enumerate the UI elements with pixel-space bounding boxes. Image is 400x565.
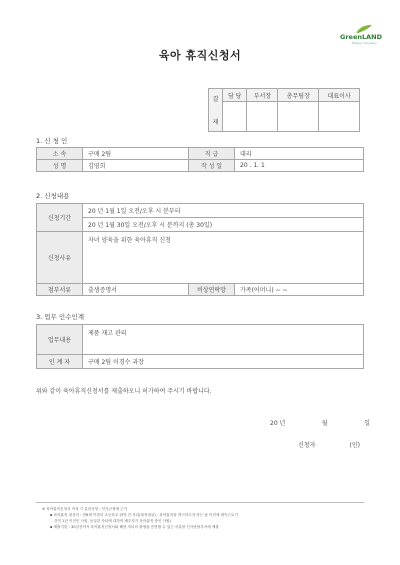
signature-month[interactable]: 월: [321, 420, 328, 427]
notes-item-eligibility-cont: 간이 1년 이전인 사원, 동일한 자녀에 대하여 배우자가 육아휴직 중인 사원): [54, 519, 171, 523]
attachment-value[interactable]: 출생증명서: [83, 284, 189, 296]
written-date-label: 작 성 일: [189, 160, 235, 172]
reason-label: 신청사유: [37, 232, 83, 284]
section-application-title: 2. 신청내용: [36, 192, 70, 200]
section-handover-title: 3. 업무 인수인계: [36, 313, 85, 321]
signature-date: [270, 418, 370, 427]
rank-label: 직 급: [189, 148, 235, 160]
period-label: 신청기간: [37, 204, 83, 232]
signature-year[interactable]: 20 년: [270, 420, 286, 427]
written-date-value[interactable]: 20 . 1. 1: [235, 160, 364, 172]
signature-day[interactable]: 일: [364, 420, 370, 427]
notes-box: [36, 502, 364, 544]
task-label: 업무내용: [37, 325, 83, 355]
notes-item-deadline: ▪ 제출기한 : 30일전까지 육아휴직신청서와 해당 자녀의 출생을 증명할 수 있는 서류를 인사담당부서에 제출: [50, 525, 219, 529]
approval-table: [208, 88, 360, 132]
period-start[interactable]: 20 년 1월 1일 오전/오후 시 분부터: [83, 204, 364, 218]
seal-placeholder[interactable]: (인): [349, 442, 360, 449]
name-label: 성 명: [37, 160, 83, 172]
dept-value[interactable]: 구매 2팀: [83, 148, 189, 160]
applicant-table: [36, 147, 364, 172]
approval-header-dept-head: 부서장: [247, 89, 278, 102]
emergency-contact-label: 비상연락망: [189, 284, 235, 296]
receiver-value[interactable]: 구매 2팀 이경수 과장: [83, 355, 364, 369]
approval-header-staff: 담 당: [223, 89, 247, 102]
application-table: [36, 203, 364, 296]
dept-label: 소 속: [37, 148, 83, 160]
approval-sign-staff[interactable]: [223, 102, 247, 132]
notes-item-eligibility: ▪ 육아휴직 대상자 : 만8세 이하의 초등학교 취학 전 자녀(복직대상) : 육아휴직을 개시하고자 하는 날 이전에 계속근로기: [50, 513, 238, 517]
task-value[interactable]: 제품 재고 관리: [83, 325, 364, 355]
applicant-sign-label: 신청자: [298, 442, 316, 449]
notes-heading: ※ 육아휴직신청서 작성 시 유의사항 : 인사규정에 근거: [42, 507, 128, 511]
period-end[interactable]: 20 년 1월 30일 오전/오후 시 분까지 (총 30일): [83, 218, 364, 232]
logo-text: GreenLAND: [340, 33, 382, 41]
emergency-contact-value[interactable]: 가족(어머니) ~ ~: [235, 284, 364, 296]
approval-side-top: 결: [212, 96, 219, 103]
name-value[interactable]: 김영희: [83, 160, 189, 172]
approval-sign-dept-head[interactable]: [247, 102, 278, 132]
rank-value[interactable]: 대리: [235, 148, 364, 160]
document-title: 육아 휴직신청서: [158, 49, 242, 62]
section-applicant-title: 1. 신 청 인: [36, 137, 68, 145]
approval-sign-admin-head[interactable]: [278, 102, 319, 132]
company-logo: [340, 24, 388, 46]
request-statement: 위와 같이 육아휴직신청서를 제출하오니 허가하여 주시기 바랍니다.: [36, 388, 212, 395]
approval-side-label: [209, 89, 223, 132]
approval-sign-ceo[interactable]: [319, 102, 360, 132]
approval-header-ceo: 대표이사: [319, 89, 360, 102]
handover-table: [36, 324, 364, 369]
approval-header-admin-head: 총무팀장: [278, 89, 319, 102]
applicant-signature: [298, 440, 360, 449]
approval-side-bottom: 재: [212, 119, 219, 126]
receiver-label: 인 계 자: [37, 355, 83, 369]
reason-value[interactable]: 자녀 양육을 위한 육아휴직 신청: [83, 232, 364, 284]
logo-tagline: Happy Company: [352, 41, 377, 45]
attachment-label: 첨부서류: [37, 284, 83, 296]
